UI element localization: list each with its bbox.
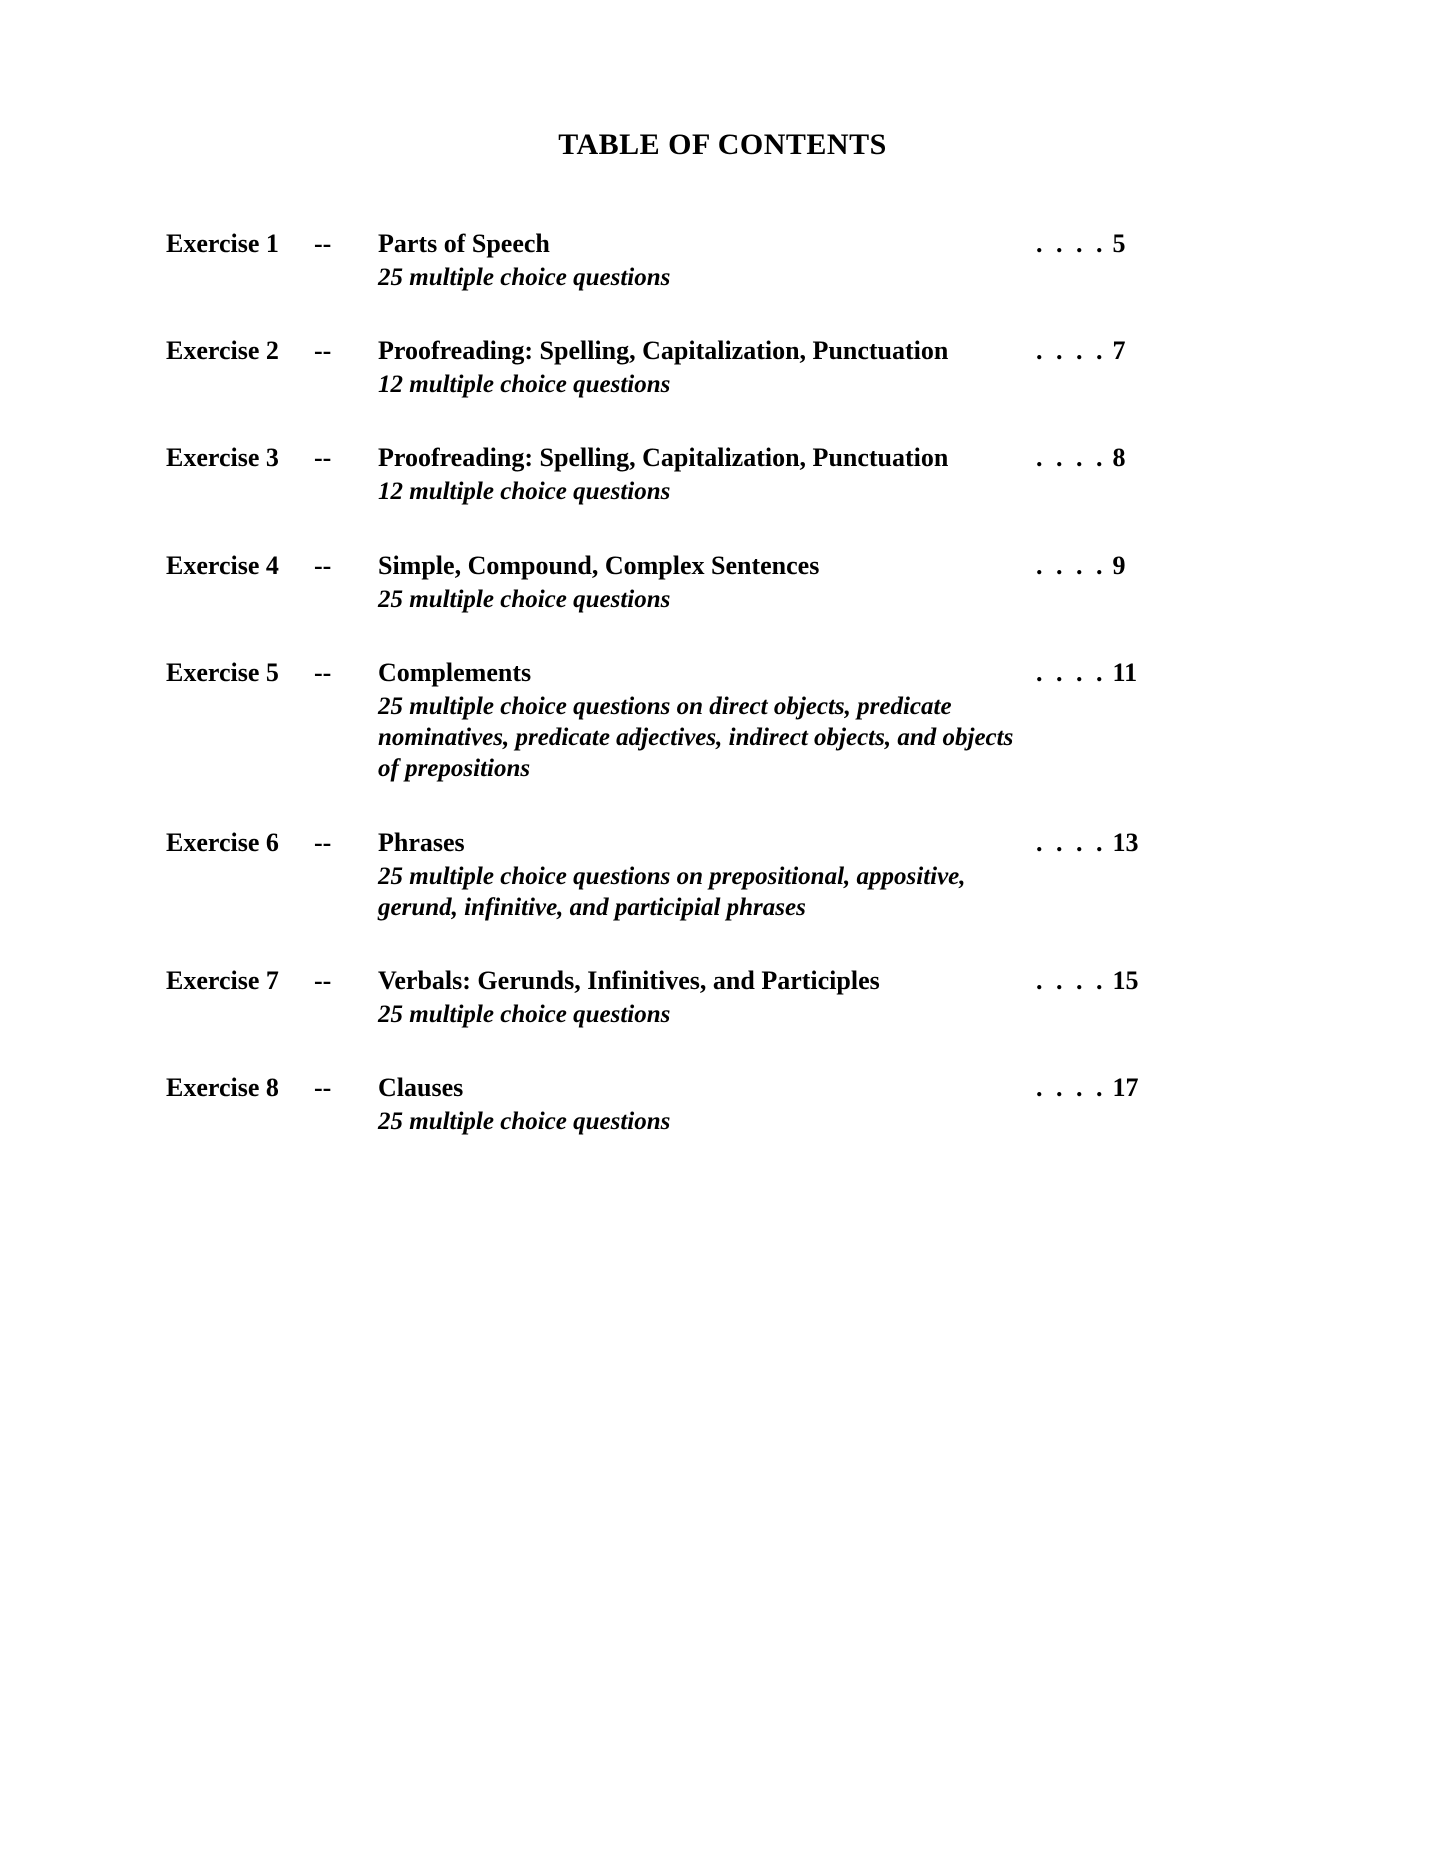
table-of-contents xyxy=(0,228,1445,1138)
toc-entry-description: 25 multiple choice questions on direct objects, predicate nominatives, predicate adjectives, indirect objects, and objects of prepositions xyxy=(378,692,1014,783)
toc-entry-page xyxy=(1018,965,1156,997)
toc-entry-label: Exercise 5 xyxy=(166,657,279,687)
toc-entry-body xyxy=(378,965,1018,1030)
leader-dots: . . . . xyxy=(1036,1073,1106,1103)
leader-dots: . . . . xyxy=(1036,336,1106,366)
toc-entry-label: Exercise 3 xyxy=(166,443,279,473)
toc-entry-title: Parts of Speech xyxy=(378,229,550,258)
toc-entry-body xyxy=(378,228,1018,293)
toc-entry-title: Proofreading: Spelling, Capitalization, Punctuation xyxy=(378,443,949,473)
toc-entry-page xyxy=(1018,335,1156,367)
toc-entry-dash: -- xyxy=(314,657,332,687)
toc-entry-dash: -- xyxy=(314,443,332,473)
leader-dots: . . . . xyxy=(1036,827,1106,857)
leader-dots: . . . . xyxy=(1036,229,1106,258)
page-number: 17 xyxy=(1112,1073,1139,1103)
toc-entry-page xyxy=(1018,827,1156,859)
page-number: 11 xyxy=(1112,657,1138,687)
toc-entry-description: 12 multiple choice questions xyxy=(378,478,671,506)
toc-entry-page xyxy=(1018,657,1156,689)
toc-entry-label: Exercise 4 xyxy=(166,550,279,580)
toc-entry-description: 12 multiple choice questions xyxy=(378,371,671,399)
toc-entry[interactable] xyxy=(166,335,1325,400)
page-number: 7 xyxy=(1112,336,1126,366)
toc-entry-page xyxy=(1018,442,1156,474)
toc-entry-title: Phrases xyxy=(378,827,465,857)
toc-entry-title: Simple, Compound, Complex Sentences xyxy=(378,550,820,580)
toc-entry[interactable] xyxy=(166,965,1325,1030)
toc-entry-body xyxy=(378,1072,1018,1137)
toc-entry-body xyxy=(378,335,1018,400)
page-number: 9 xyxy=(1112,550,1126,580)
toc-entry[interactable] xyxy=(166,657,1325,785)
toc-entry-title: Complements xyxy=(378,657,532,687)
toc-entry-description: 25 multiple choice questions xyxy=(378,1001,671,1029)
toc-entry-label: Exercise 8 xyxy=(166,1073,279,1103)
toc-entry-label: Exercise 6 xyxy=(166,827,279,857)
toc-entry-label: Exercise 1 xyxy=(166,229,279,258)
toc-entry-dash: -- xyxy=(314,336,332,366)
toc-entry-title: Clauses xyxy=(378,1073,464,1103)
toc-entry-dash: -- xyxy=(314,229,332,258)
leader-dots: . . . . xyxy=(1036,657,1106,687)
leader-dots: . . . . xyxy=(1036,550,1106,580)
toc-entry-description: 25 multiple choice questions on prepositional, appositive, gerund, infinitive, and participial phrases xyxy=(378,862,966,921)
toc-entry[interactable] xyxy=(166,442,1325,507)
toc-entry-body xyxy=(378,657,1018,785)
toc-entry-body xyxy=(378,827,1018,923)
page-title: TABLE OF CONTENTS xyxy=(558,128,887,161)
toc-entry-description: 25 multiple choice questions xyxy=(378,1108,671,1136)
page-number: 15 xyxy=(1112,966,1139,996)
leader-dots: . . . . xyxy=(1036,966,1106,996)
toc-entry[interactable] xyxy=(166,228,1325,293)
toc-entry-dash: -- xyxy=(314,550,332,580)
toc-entry-dash: -- xyxy=(314,827,332,857)
page-number: 13 xyxy=(1112,827,1139,857)
toc-entry-label: Exercise 2 xyxy=(166,336,279,366)
toc-entry-page xyxy=(1018,1072,1156,1104)
toc-entry-description: 25 multiple choice questions xyxy=(378,263,671,291)
page-number: 8 xyxy=(1112,443,1126,473)
toc-entry-title: Proofreading: Spelling, Capitalization, Punctuation xyxy=(378,336,949,366)
page-number: 5 xyxy=(1112,229,1126,258)
toc-entry-dash: -- xyxy=(314,1073,332,1103)
toc-entry-body xyxy=(378,442,1018,507)
toc-entry-dash: -- xyxy=(314,966,332,996)
toc-entry[interactable] xyxy=(166,550,1325,615)
toc-entry-description: 25 multiple choice questions xyxy=(378,585,671,613)
toc-entry[interactable] xyxy=(166,827,1325,923)
leader-dots: . . . . xyxy=(1036,443,1106,473)
toc-entry-page xyxy=(1018,228,1156,260)
toc-entry-page xyxy=(1018,550,1156,582)
toc-entry-label: Exercise 7 xyxy=(166,966,279,996)
toc-entry[interactable] xyxy=(166,1072,1325,1137)
toc-entry-title: Verbals: Gerunds, Infinitives, and Participles xyxy=(378,966,880,996)
toc-entry-body xyxy=(378,550,1018,615)
